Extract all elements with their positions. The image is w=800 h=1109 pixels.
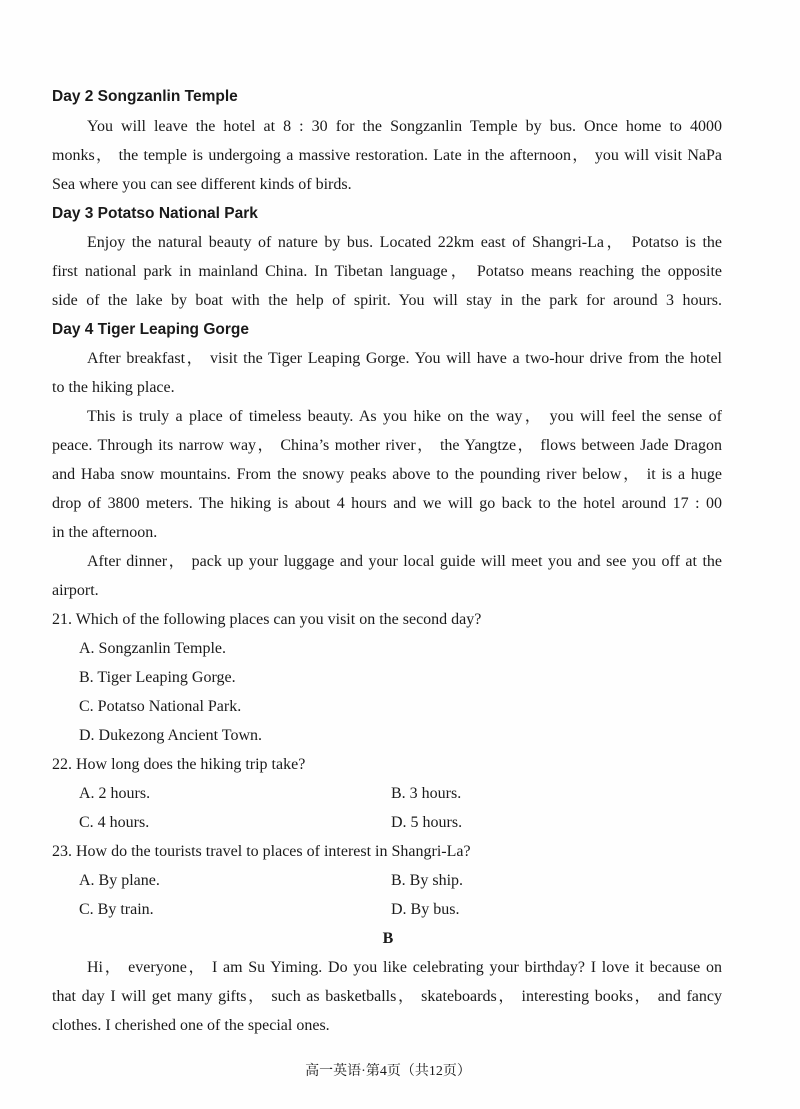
day3-line: side of the lake by boat with the help of spirit. You will stay in the park for around 3 hours. bbox=[52, 292, 722, 309]
day4-line: peace. Through its narrow way， China’s mother river， the Yangtze， flows between Jade Dragon bbox=[52, 437, 722, 454]
day4-line: After dinner， pack up your luggage and your local guide will meet you and see you off at the bbox=[87, 553, 722, 570]
day2-line: monks， the temple is undergoing a massive restoration. Late in the afternoon， you will visit NaPa bbox=[52, 147, 722, 164]
day3-heading bbox=[52, 204, 258, 224]
q23-option-d[interactable]: D. By bus. bbox=[391, 901, 460, 918]
day4-line: airport. bbox=[52, 582, 99, 599]
q23-option-b[interactable]: B. By ship. bbox=[391, 872, 464, 889]
day4-line: in the afternoon. bbox=[52, 524, 158, 541]
q21-option-b[interactable]: B. Tiger Leaping Gorge. bbox=[79, 669, 236, 686]
day2-day-label: Day 2 bbox=[52, 88, 98, 105]
page-footer: 高一英语·第4页（共12页） bbox=[305, 1064, 471, 1079]
q22-option-d[interactable]: D. 5 hours. bbox=[391, 814, 463, 831]
q21-option-c[interactable]: C. Potatso National Park. bbox=[79, 698, 242, 715]
day4-day-label: Day 4 bbox=[52, 321, 98, 338]
day3-line: first national park in mainland China. In Tibetan language， Potatso means reaching the opposite bbox=[52, 263, 722, 280]
part-b-line: clothes. I cherished one of the special ones. bbox=[52, 1017, 330, 1034]
day2-line: You will leave the hotel at 8 : 30 for the Songzanlin Temple by bus. Once home to 4000 bbox=[87, 118, 722, 135]
day3-day-label: Day 3 bbox=[52, 205, 98, 222]
part-b-label: B bbox=[382, 930, 394, 947]
day4-line: drop of 3800 meters. The hiking is about 4 hours and we will go back to the hotel around 17 : 00 bbox=[52, 495, 722, 512]
q21-option-a[interactable]: A. Songzanlin Temple. bbox=[79, 640, 227, 657]
day2-title: Songzanlin Temple bbox=[97, 88, 238, 105]
day4-line: This is truly a place of timeless beauty. As you hike on the way， you will feel the sense of bbox=[87, 408, 722, 425]
q22-option-c[interactable]: C. 4 hours. bbox=[79, 814, 150, 831]
q23-option-a[interactable]: A. By plane. bbox=[79, 872, 160, 889]
part-b-line: Hi， everyone， I am Su Yiming. Do you like celebrating your birthday? I love it because on bbox=[87, 959, 722, 976]
q22-option-a[interactable]: A. 2 hours. bbox=[79, 785, 151, 802]
question-23-stem: 23. How do the tourists travel to places of interest in Shangri-La? bbox=[52, 843, 471, 860]
q23-option-c[interactable]: C. By train. bbox=[79, 901, 154, 918]
day4-line: After breakfast， visit the Tiger Leaping Gorge. You will have a two-hour drive from the hotel bbox=[87, 350, 723, 367]
question-22-stem: 22. How long does the hiking trip take? bbox=[52, 756, 306, 773]
day4-title: Tiger Leaping Gorge bbox=[97, 321, 249, 338]
day4-line: and Haba snow mountains. From the snowy peaks above to the pounding river below， it is a huge bbox=[52, 466, 722, 483]
part-b-line: that day I will get many gifts， such as basketballs， skateboards， interesting books， and fancy bbox=[52, 988, 723, 1005]
day2-line: Sea where you can see different kinds of birds. bbox=[52, 176, 352, 193]
day2-heading bbox=[52, 87, 238, 107]
day4-heading bbox=[52, 320, 249, 340]
day3-title: Potatso National Park bbox=[97, 205, 258, 222]
q22-option-b[interactable]: B. 3 hours. bbox=[391, 785, 462, 802]
day3-line: Enjoy the natural beauty of nature by bus. Located 22km east of Shangri-La， Potatso is the bbox=[87, 234, 722, 251]
question-21-stem: 21. Which of the following places can you visit on the second day? bbox=[52, 611, 482, 628]
day4-line: to the hiking place. bbox=[52, 379, 175, 396]
q21-option-d[interactable]: D. Dukezong Ancient Town. bbox=[79, 727, 262, 744]
